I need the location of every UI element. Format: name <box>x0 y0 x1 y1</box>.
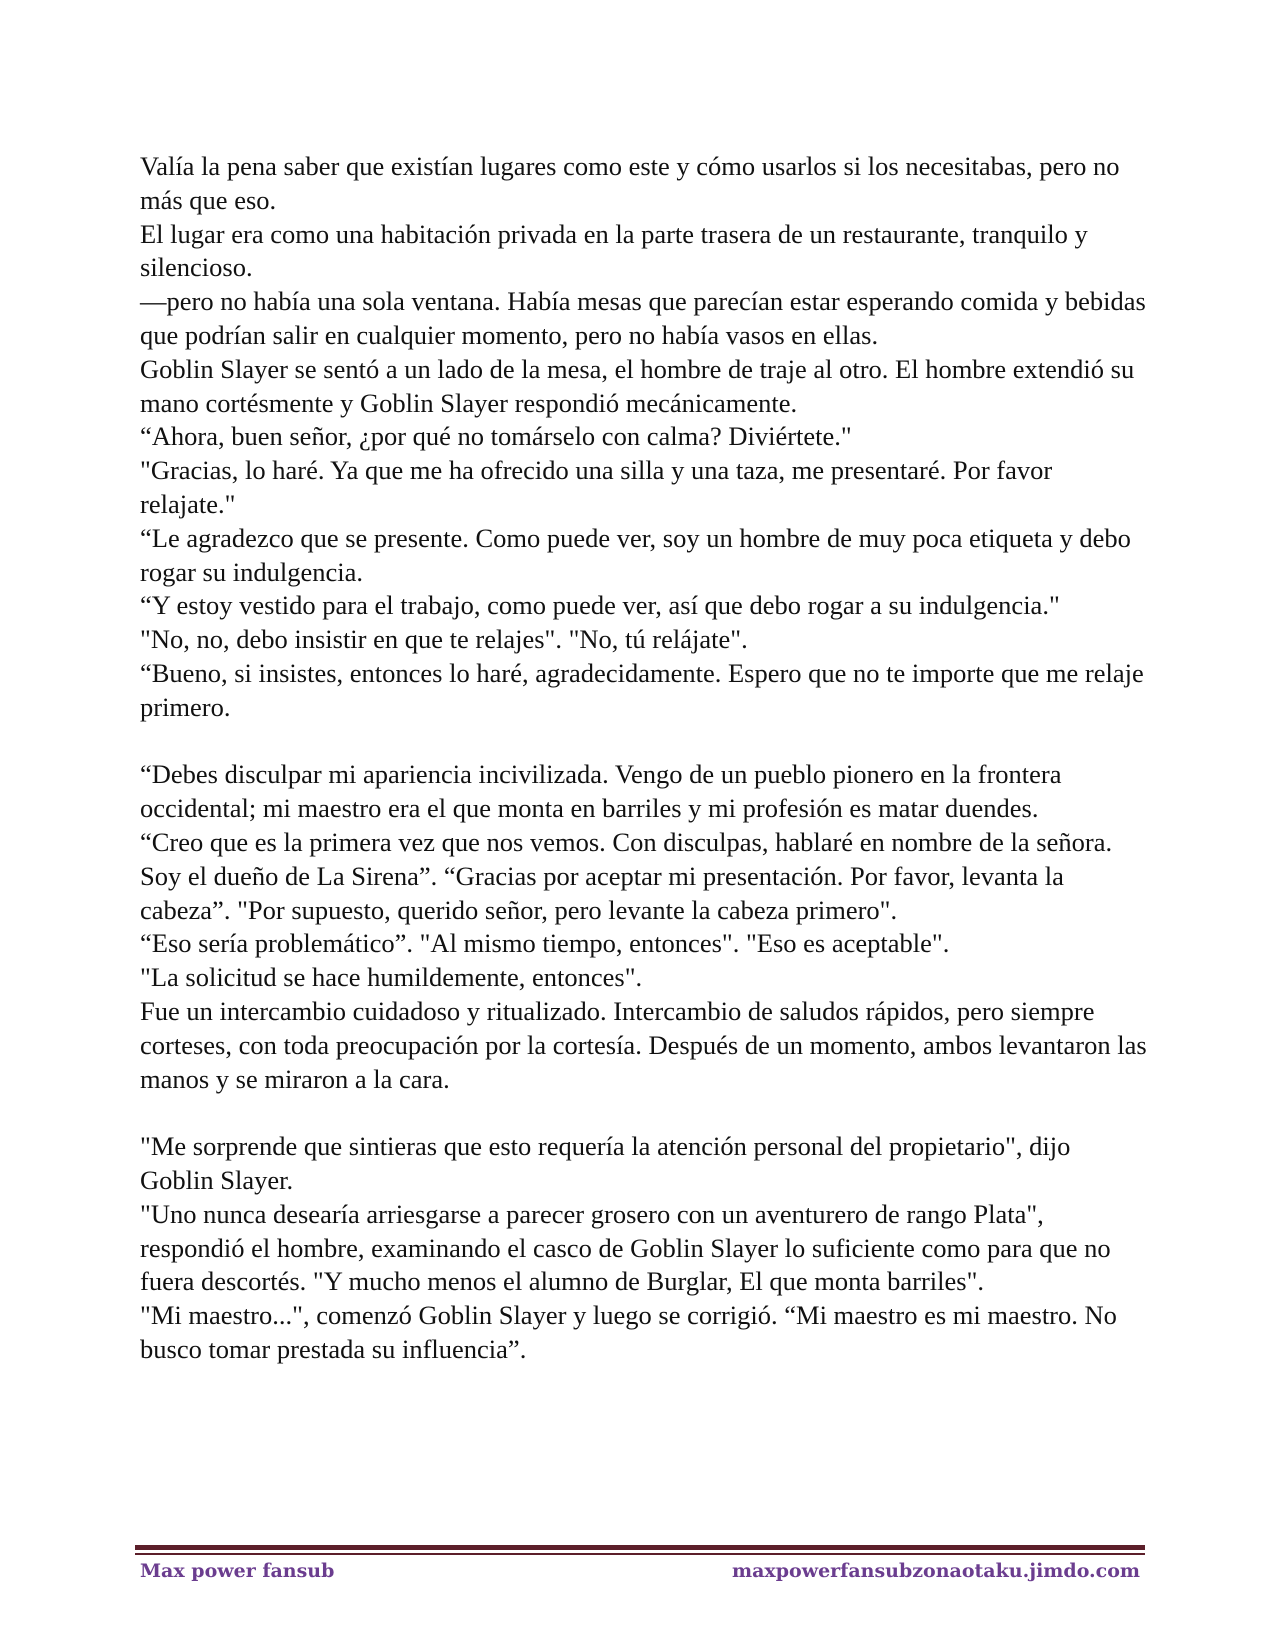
footer-left-credit: Max power fansub <box>140 1560 335 1582</box>
footer-divider <box>135 1545 1145 1555</box>
paragraph-6: "Gracias, lo haré. Ya que me ha ofrecido una silla y una taza, me presentaré. Por favor relajate." <box>140 455 1053 519</box>
paragraph-15: Fue un intercambio cuidadoso y ritualizado. Intercambio de saludos rápidos, pero siempre corteses, con toda preocupación por la cortesía. Después de un momento, ambos levantaron las manos y se miraron a la cara. <box>140 995 1147 1094</box>
footer-divider-thin <box>135 1553 1145 1555</box>
paragraph-17: "Uno nunca desearía arriesgarse a parecer grosero con un aventurero de rango Plata", respondió el hombre, examinando el casco de Goblin Slayer lo suficiente como para que no fuera descortés. "Y mucho menos el alumno de Burglar, El que monta barriles". <box>140 1198 1111 1297</box>
footer-divider-thick <box>135 1545 1145 1550</box>
paragraph-3: —pero no había una sola ventana. Había mesas que parecían estar esperando comida y bebidas que podrían salir en cualquier momento, pero no había vasos en ellas. <box>140 286 1146 350</box>
paragraph-14: "La solicitud se hace humildemente, entonces". <box>140 962 643 993</box>
paragraph-4: Goblin Slayer se sentó a un lado de la mesa, el hombre de traje al otro. El hombre extendió su mano cortésmente y Goblin Slayer respondió mecánicamente. <box>140 353 1135 418</box>
paragraph-11: “Debes disculpar mi apariencia incivilizada. Vengo de un pueblo pionero en la frontera occidental; mi maestro era el que monta en barriles y mi profesión es matar duendes. <box>140 759 1062 824</box>
body-text <box>140 150 1150 1367</box>
footer-right-url: maxpowerfansubzonaotaku.jimdo.com <box>732 1560 1140 1582</box>
paragraph-8: “Y estoy vestido para el trabajo, como puede ver, así que debo rogar a su indulgencia." <box>140 590 1060 621</box>
paragraph-7: “Le agradezco que se presente. Como puede ver, soy un hombre de muy poca etiqueta y debo rogar su indulgencia. <box>140 522 1131 587</box>
paragraph-1: Valía la pena saber que existían lugares como este y cómo usarlos si los necesitabas, pero no más que eso. <box>140 151 1120 215</box>
page-footer <box>140 1560 1140 1582</box>
paragraph-13: “Eso sería problemático”. "Al mismo tiempo, entonces". "Eso es aceptable". <box>140 928 950 959</box>
paragraph-18: "Mi maestro...", comenzó Goblin Slayer y luego se corrigió. “Mi maestro es mi maestro. No busco tomar prestada su influencia”. <box>140 1300 1117 1364</box>
paragraph-2: El lugar era como una habitación privada en la parte trasera de un restaurante, tranquilo y silencioso. <box>140 218 1088 283</box>
paragraph-10: “Bueno, si insistes, entonces lo haré, agradecidamente. Espero que no te importe que me relaje primero. <box>140 657 1144 722</box>
paragraph-9: "No, no, debo insistir en que te relajes". "No, tú relájate". <box>140 624 748 655</box>
paragraph-12: “Creo que es la primera vez que nos vemos. Con disculpas, hablaré en nombre de la señora. Soy el dueño de La Sirena”. “Gracias por aceptar mi presentación. Por favor, levanta la cabeza”. "Por supuesto, querido señor, pero levante la cabeza primero". <box>140 826 1113 925</box>
paragraph-16: "Me sorprende que sintieras que esto requería la atención personal del propietario", dijo Goblin Slayer. <box>140 1131 1071 1195</box>
paragraph-5: “Ahora, buen señor, ¿por qué no tomárselo con calma? Diviértete." <box>140 421 852 452</box>
